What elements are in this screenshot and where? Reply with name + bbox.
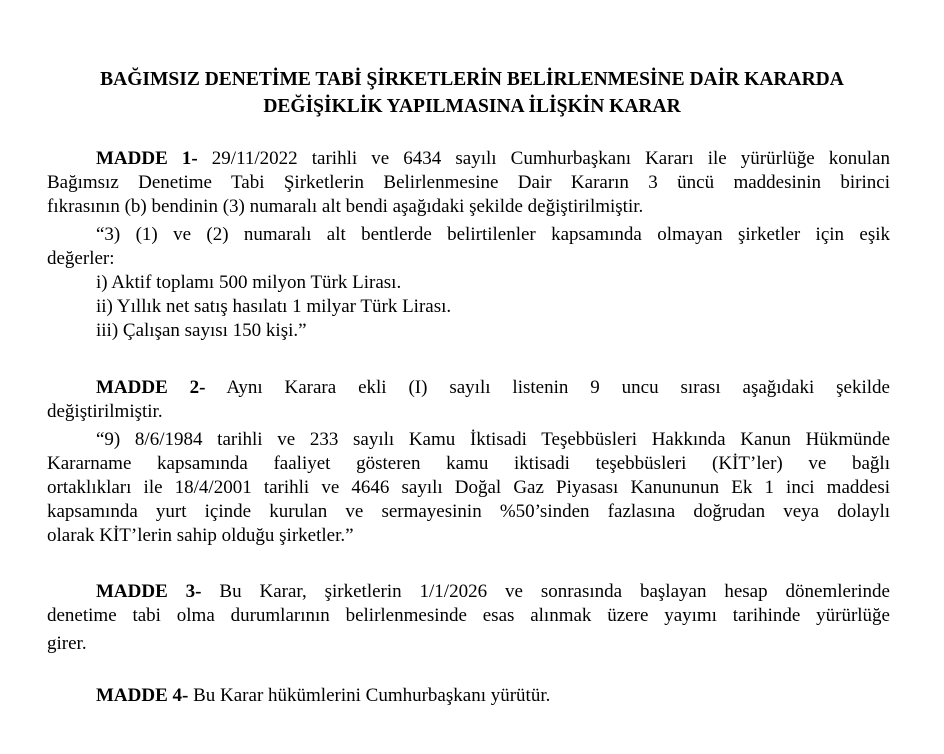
madde-3-label: MADDE 3-	[96, 581, 202, 602]
madde-4-line-1: MADDE 4- Bu Karar hükümlerini Cumhurbaşkanı yürütür.	[96, 685, 551, 706]
madde-1-line-1: MADDE 1- 29/11/2022 tarihli ve 6434 sayılı Cumhurbaşkanı Kararı ile yürürlüğe konulan	[96, 148, 890, 169]
madde-1-item-3: iii) Çalışan sayısı 150 kişi.”	[96, 320, 307, 341]
madde-3-line-2: denetime tabi olma durumlarının belirlenmesinde esas alınmak üzere yayımı tarihinde yürürlüğe	[47, 605, 890, 626]
madde-2-quote-line-4: kapsamında yurt içinde kurulan ve sermayesinin %50’sinden fazlasına doğrudan veya dolaylı	[47, 501, 890, 522]
madde-3-line-3: girer.	[47, 633, 87, 654]
madde-4-label: MADDE 4-	[96, 685, 189, 706]
madde-2-quote-line-1: “9) 8/6/1984 tarihli ve 233 sayılı Kamu İktisadi Teşebbüsleri Hakkında Kanun Hükmünde	[96, 429, 890, 450]
madde-1-quote-line-2: değerler:	[47, 248, 115, 269]
title-line-1: BAĞIMSIZ DENETİME TABİ ŞİRKETLERİN BELİRLENMESİNE DAİR KARARDA	[100, 69, 844, 90]
madde-2-line-1: MADDE 2- Aynı Karara ekli (I) sayılı listenin 9 uncu sırası aşağıdaki şekilde	[96, 377, 890, 398]
document-title	[0, 66, 944, 120]
madde-1-line-2: Bağımsız Denetime Tabi Şirketlerin Belirlenmesine Dair Kararın 3 üncü maddesinin birinci	[47, 172, 890, 193]
madde-2-quote-line-5: olarak KİT’lerin sahip olduğu şirketler.”	[47, 525, 354, 546]
madde-2-quote-line-3: ortaklıkları ile 18/4/2001 tarihli ve 4646 sayılı Doğal Gaz Piyasası Kanununun Ek 1 inci maddesi	[47, 477, 890, 498]
madde-1-label: MADDE 1-	[96, 148, 198, 169]
madde-1-item-1: i) Aktif toplamı 500 milyon Türk Lirası.	[96, 272, 402, 293]
madde-1-item-2: ii) Yıllık net satış hasılatı 1 milyar Türk Lirası.	[96, 296, 452, 317]
madde-3-line-1: MADDE 3- Bu Karar, şirketlerin 1/1/2026 ve sonrasında başlayan hesap dönemlerinde	[96, 581, 890, 602]
madde-1-line-3: fıkrasının (b) bendinin (3) numaralı alt bendi aşağıdaki şekilde değiştirilmiştir.	[47, 196, 644, 217]
title-line-2: DEĞİŞİKLİK YAPILMASINA İLİŞKİN KARAR	[263, 96, 681, 117]
madde-1-quote-line-1: “3) (1) ve (2) numaralı alt bentlerde belirtilenler kapsamında olmayan şirketler için eşik	[96, 224, 890, 245]
madde-2-label: MADDE 2-	[96, 377, 206, 398]
madde-2-quote-line-2: Kararname kapsamında faaliyet gösteren kamu iktisadi teşebbüsleri (KİT’ler) ve bağlı	[47, 453, 890, 474]
madde-2-line-2: değiştirilmiştir.	[47, 401, 163, 422]
